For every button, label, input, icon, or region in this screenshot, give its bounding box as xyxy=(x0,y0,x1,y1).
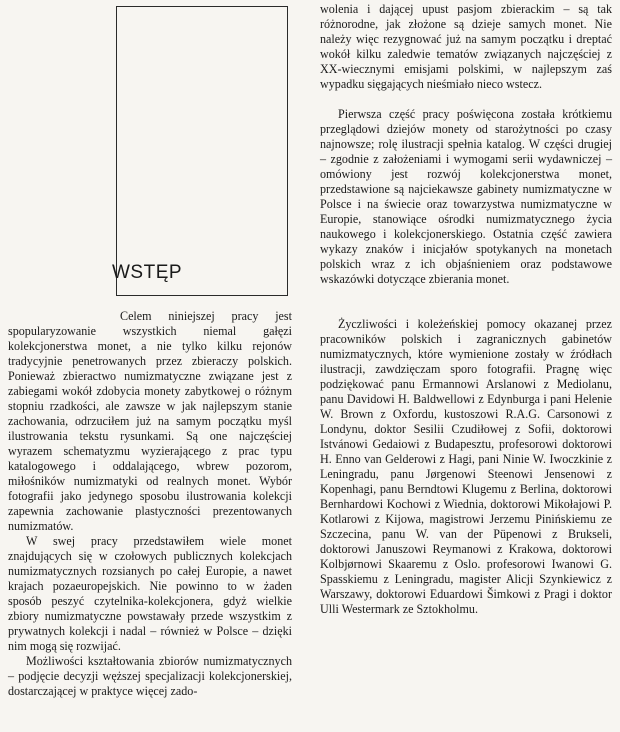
paragraph: W swej pracy przedstawiłem wiele monet znajdujących się w czołowych publicznych kolekcjach numizmatycznych rozsianych po całej Europie, a nawet krajach pozaeuropejskich. Nie powinno to w żaden sposób peszyć czytelnika-kolekcjonera, gdyż wielkie zbiory numizmatyczne powstawały przede wszystkim z prywatnych kolekcji i nadal – również w Polsce – dzięki nim mogą się rozwijać. xyxy=(8,534,292,653)
left-text-column xyxy=(8,309,292,699)
paragraph: Pierwsza część pracy poświęcona została krótkiemu przeglądowi dziejów monety od starożytności po czasy najnowsze; rolę ilustracji spełnia katalog. W części drugiej – zgodnie z założeniami i wymogami serii wydawniczej – omówiony jest rozwój kolekcjonerstwa monet, przedstawione są najciekawsze gabinety numizmatyczne w Polsce i na świecie oraz towarzystwa numizmatyczne w Europie, stanowiące ośrodki numizmatycznego życia naukowego i kolekcjonerskiego. Ostatnia część zawiera wykazy znaków i inicjałów spotykanych na monetach polskich wraz z ich objaśnieniem oraz podstawowe wskazówki dotyczące zbierania monet. xyxy=(320,107,612,286)
paragraph: wolenia i dającej upust pasjom zbierackim – są tak różnorodne, jak złożone są dzieje samych monet. Nie należy więc rezygnować już na samym początku i dreptać wokół kilku zaledwie tematów związanych najczęściej z XX-wiecznymi emisjami polskimi, w najlepszym zaś wypadku sięgających nieśmiało nieco wstecz. xyxy=(320,2,612,91)
decorative-frame xyxy=(116,6,288,296)
paragraph: Celem niniejszej pracy jest spopularyzowanie wszystkich niemal gałęzi kolekcjonerstwa monet, a nie tylko kilku rejonów tradycyjnie penetrowanych przez zbieraczy polskich. Ponieważ zbieractwo numizmatyczne związane jest z zabiegami wokół zdobycia monety zabytkowej o różnym stopniu rzadkości, ale zawsze w jak najlepszym stanie zachowania, odrzuciłem już na samym początku myśl ilustrowania tekstu rysunkami. Są one najczęściej wyrazem schematyzmu wyzierającego z prac typu katalogowego i oddalającego, wbrew pozorom, miłośników numizmatyki od realnych monet. Wybór fotografii jako jedynego sposobu ilustrowania kolekcji zapewnia zachowanie plastyczności prezentowanych numizmatów. xyxy=(8,309,292,533)
paragraph: Życzliwości i koleżeńskiej pomocy okazanej przez pracowników polskich i zagranicznych gabinetów numizmatycznych, które wymienione zostały w źródłach ilustracji, zawdzięczam sporo fotografii. Pragnę więc podziękować panu Ermannowi Arslanowi z Mediolanu, panu Davidowi H. Baldwellowi z Edynburga i pani Helenie W. Brown z Oxfordu, kustoszowi R.A.G. Carsonowi z Londynu, doktor Sesilii Czudiłowej z Sofii, doktorowi Istvánowi Gedaiowi z Budapesztu, profesorowi doktorowi H. Enno van Gelderowi z Hagi, pani Ninie W. Iwoczkinie z Leningradu, panu Jørgenowi Steenowi Jensenowi z Kopenhagi, panu Berndtowi Klugemu z Berlina, doktorowi Bernhardowi Kochowi z Wiednia, doktorowi Mikołajowi P. Kotlarowi z Kijowa, magistrowi Jerzemu Pinińskiemu ze Szczecina, panu W. van der Püpenowi z Brukseli, doktorowi Januszowi Reymanowi z Krakowa, doktorowi Kolbjørnowi Skaaremu z Oslo. profesorowi Iwanowi G. Spasskiemu z Leningradu, magister Alicji Szynkiewicz z Warszawy, doktorowi Eduardowi Šimkowi z Pragi i doktor Ulli Westermark ze Sztokholmu. xyxy=(320,317,612,616)
right-text-column xyxy=(320,2,612,617)
paragraph: Możliwości kształtowania zbiorów numizmatycznych – podjęcie decyzji węższej specjalizacji kolekcjonerskiej, dostarczającej w praktyce więcej zado- xyxy=(8,654,292,698)
section-heading: WSTĘP xyxy=(112,262,183,283)
